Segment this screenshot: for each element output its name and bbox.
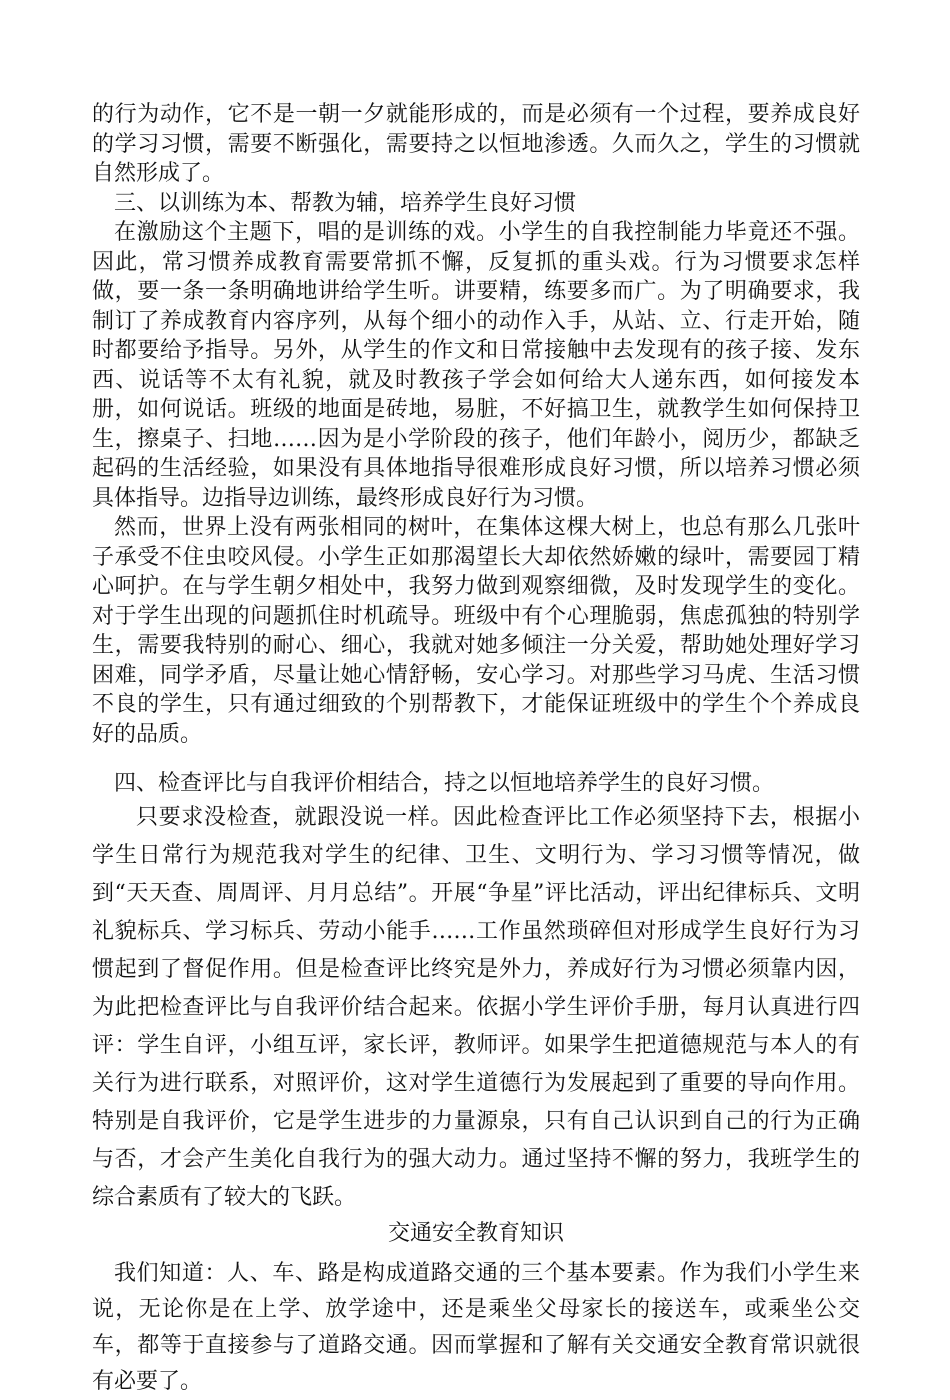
- paragraph-care: 然而，世界上没有两张相同的树叶，在集体这棵大树上，也总有那么几张叶子承受不住虫咬风侵。小学生正如那渴望长大却依然娇嫩的绿叶，需要园丁精心呵护。在与学生朝夕相处中，我努力做到观察细微，及时发现学生的变化。对于学生出现的问题抓住时机疏导。班级中有个心理脆弱，焦虑孤独的特别学生，需要我特别的耐心、细心，我就对她多倾注一分关爱，帮助她处理好学习困难，同学矛盾，尽量让她心情舒畅，安心学习。对那些学习马虎、生活习惯不良的学生，只有通过细致的个别帮教下，才能保证班级中的学生个个养成良好的品质。: [92, 515, 860, 747]
- document-page: [92, 100, 860, 1400]
- article-title-traffic-safety: 交通安全教育知识: [387, 1220, 564, 1246]
- section-heading-4: 四、检查评比与自我评价相结合，持之以恒地培养学生的良好习惯。: [114, 771, 775, 796]
- paragraph-check: 只要求没检查，就跟没说一样。因此检查评比工作必须坚持下去，根据小学生日常行为规范我对学生的纪律、卫生、文明行为、学习习惯等情况，做到“天天查、周周评、月月总结”。开展“争星”评比活动，评出纪律标兵、文明礼貌标兵、学习标兵、劳动小能手……工作虽然琐碎但对形成学生良好行为习惯起到了督促作用。但是检查评比终究是外力，养成好行为习惯必须靠内因，为此把检查评比与自我评价结合起来。依据小学生评价手册，每月认真进行四评：学生自评，小组互评，家长评，教师评。如果学生把道德规范与本人的有关行为进行联系，对照评价，这对学生道德行为发展起到了重要的导向作用。特别是自我评价，它是学生进步的力量源泉，只有自己认识到自己的行为正确与否，才会产生美化自我行为的强大动力。通过坚持不懈的努力，我班学生的综合素质有了较大的飞跃。: [92, 804, 860, 1210]
- paragraph-continuation: 的行为动作，它不是一朝一夕就能形成的，而是必须有一个过程，要养成良好的学习习惯，需要不断强化，需要持之以恒地渗透。久而久之，学生的习惯就自然形成了。: [92, 102, 860, 186]
- paragraph-training: 在激励这个主题下，唱的是训练的戏。小学生的自我控制能力毕竟还不强。因此，常习惯养成教育需要常抓不懈，反复抓的重头戏。行为习惯要求怎样做，要一条一条明确地讲给学生听。讲要精，练要多而广。为了明确要求，我制订了养成教育内容序列，从每个细小的动作入手，从站、立、行走开始，随时都要给予指导。另外，从学生的作文和日常接触中去发现有的孩子接、发东西、说话等不太有礼貌，就及时教孩子学会如何给大人递东西，如何接发本册，如何说话。班级的地面是砖地，易脏，不好搞卫生，就教学生如何保持卫生，擦桌子、扫地……因为是小学阶段的孩子，他们年龄小，阅历少，都缺乏起码的生活经验，如果没有具体地指导很难形成良好习惯，所以培养习惯必须具体指导。边指导边训练，最终形成良好行为习惯。: [92, 220, 860, 511]
- paragraph-traffic-intro: 我们知道：人、车、路是构成道路交通的三个基本要素。作为我们小学生来说，无论你是在上学、放学途中，还是乘坐父母家长的接送车，或乘坐公交车，都等于直接参与了道路交通。因而掌握和了解有关交通安全教育常识就很有必要了。: [92, 1261, 860, 1394]
- section-heading-3: 三、以训练为本、帮教为辅，培养学生良好习惯: [114, 190, 577, 216]
